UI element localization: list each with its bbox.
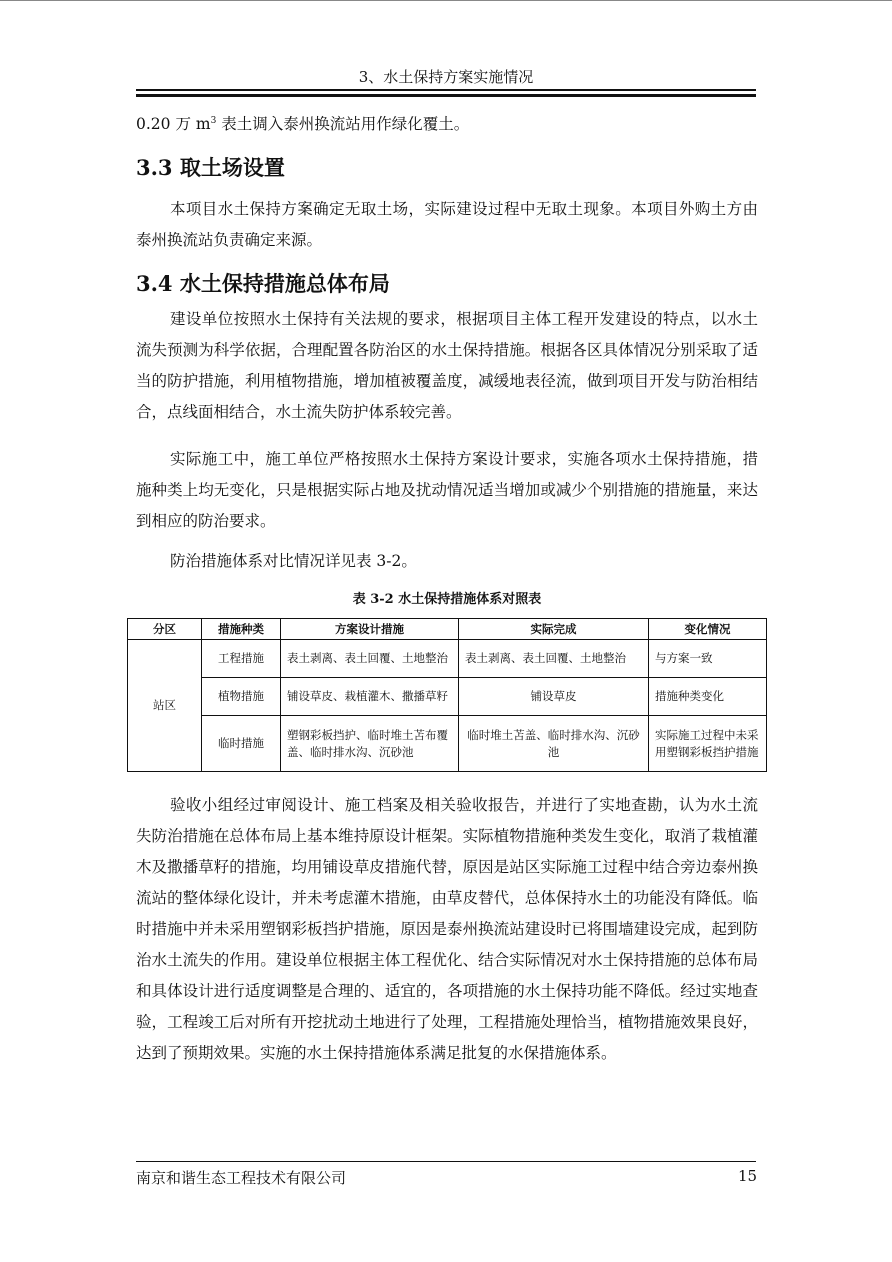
table-header-row: [128, 619, 767, 640]
section-heading-3-4: 3.4 水土保持措施总体布局: [136, 271, 390, 296]
carryover-text-start: 0.20 万 m: [136, 115, 211, 134]
section-3-4-paragraph-1: 建设单位按照水土保持有关法规的要求，根据项目主体工程开发建设的特点，以水土流失预测为科学依据，合理配置各防治区的水土保持措施。根据各区具体情况分别采取了适当的防护措施，利用植物措施，增加植被覆盖度，减缓地表径流，做到项目开发与防治相结合，点线面相结合，水土流失防护体系较完善。: [136, 310, 758, 421]
change-cell: 与方案一致: [649, 640, 767, 678]
section-3-4-paragraph-3: 防治措施体系对比情况详见表 3-2。: [170, 552, 417, 570]
actual-cell: 铺设草皮: [459, 678, 649, 716]
header-design: 方案设计措施: [281, 619, 459, 640]
measure-type-cell: 临时措施: [202, 716, 281, 772]
header-zone: 分区: [128, 619, 202, 640]
design-cell: 塑钢彩板挡护、临时堆土苫布覆盖、临时排水沟、沉砂池: [281, 716, 459, 772]
measures-comparison-table: [127, 618, 767, 772]
section-3-4-paragraph-2: 实际施工中，施工单位严格按照水土保持方案设计要求，实施各项水土保持措施，措施种类上均无变化，只是根据实际占地及扰动情况适当增加或减少个别措施的措施量，来达到相应的防治要求。: [136, 450, 758, 530]
actual-cell: 表土剥离、表土回覆、土地整治: [459, 640, 649, 678]
page-number: 15: [738, 1167, 758, 1185]
footer-rule: [136, 1161, 756, 1162]
change-cell: 措施种类变化: [649, 678, 767, 716]
page-top-border: [0, 0, 892, 1]
measure-type-cell: 工程措施: [202, 640, 281, 678]
section-heading-3-3: 3.3 取土场设置: [136, 155, 285, 180]
measure-type-cell: 植物措施: [202, 678, 281, 716]
header-change: 变化情况: [649, 619, 767, 640]
superscript-unit: 3: [210, 116, 217, 126]
carryover-paragraph: [136, 106, 758, 140]
design-cell: 表土剥离、表土回覆、土地整治: [281, 640, 459, 678]
design-cell: 铺设草皮、栽植灌木、撒播草籽: [281, 678, 459, 716]
table-row: [128, 640, 767, 678]
header-rule-thin: [136, 89, 756, 91]
footer-company: 南京和谐生态工程技术有限公司: [136, 1169, 347, 1187]
table-row: [128, 716, 767, 772]
carryover-text-end: 表土调入泰州换流站用作绿化覆土。: [216, 115, 470, 134]
header-rule-thick: [136, 94, 756, 97]
section-3-3-paragraph: 本项目水土保持方案确定无取土场，实际建设过程中无取土现象。本项目外购土方由泰州换流站负责确定来源。: [136, 200, 758, 249]
running-header: 3、水土保持方案实施情况: [358, 68, 534, 86]
header-measure-type: 措施种类: [202, 619, 281, 640]
table-row: [128, 678, 767, 716]
conclusion-paragraph: 验收小组经过审阅设计、施工档案及相关验收报告，并进行了实地查勘，认为水土流失防治措施在总体布局上基本维持原设计框架。实际植物措施种类发生变化，取消了栽植灌木及撒播草籽的措施，均用铺设草皮措施代替，原因是站区实际施工过程中结合旁边泰州换流站的整体绿化设计，并未考虑灌木措施，由草皮替代，总体保持水土的功能没有降低。临时措施中并未采用塑钢彩板挡护措施，原因是泰州换流站建设时已将围墙建设完成，起到防治水土流失的作用。建设单位根据主体工程优化、结合实际情况对水土保持措施的总体布局和具体设计进行适度调整是合理的、适宜的，各项措施的水土保持功能不降低。经过实地查验，工程竣工后对所有开挖扰动土地进行了处理，工程措施处理恰当，植物措施效果良好，达到了预期效果。实施的水土保持措施体系满足批复的水保措施体系。: [136, 796, 758, 1062]
zone-cell: 站区: [128, 640, 202, 772]
header-actual: 实际完成: [459, 619, 649, 640]
change-cell: 实际施工过程中未采用塑钢彩板挡护措施: [649, 716, 767, 772]
actual-cell: 临时堆土苫盖、临时排水沟、沉砂池: [459, 716, 649, 772]
table-caption: 表 3-2 水土保持措施体系对照表: [352, 592, 542, 607]
